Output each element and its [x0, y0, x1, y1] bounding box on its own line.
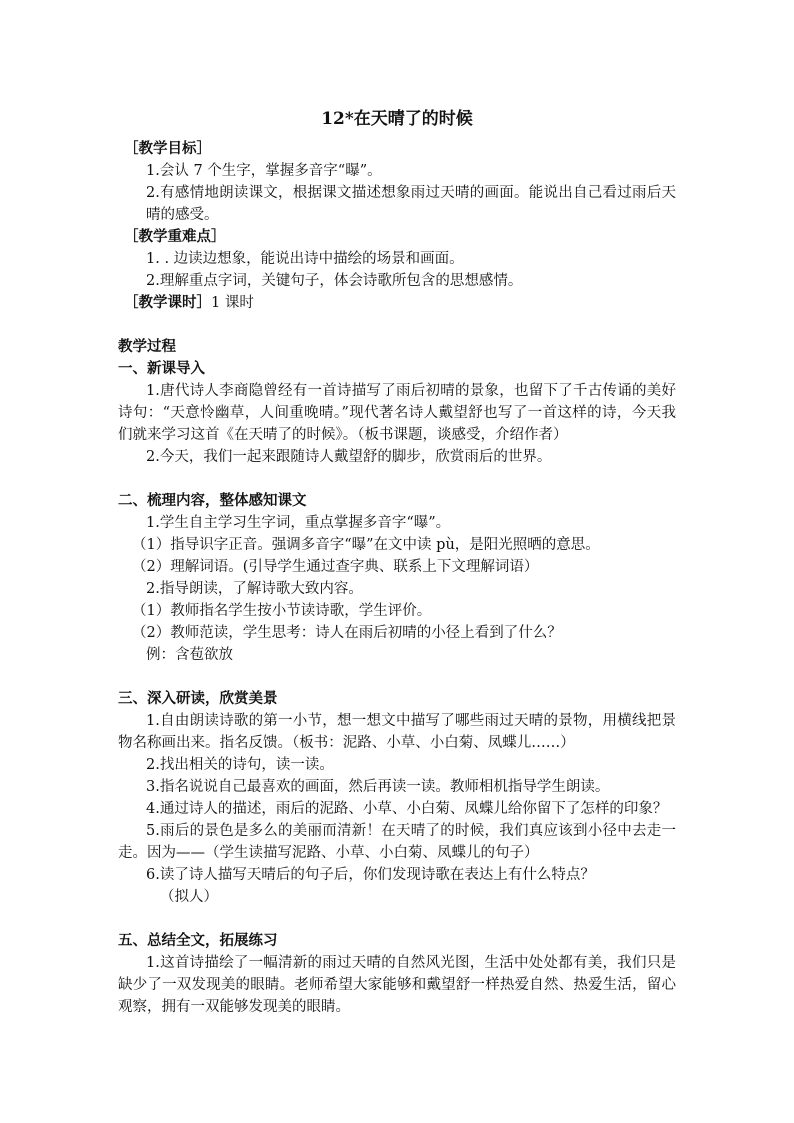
- section-line: 4.通过诗人的描述，雨后的泥路、小草、小白菊、凤蝶儿给你留下了怎样的印象？: [146, 801, 668, 817]
- process-sections: [118, 358, 676, 1018]
- section-line: （拟人）: [160, 889, 218, 905]
- section-line: 1.学生自主学习生字词，重点掌握多音字“曝”。: [146, 515, 451, 531]
- section-line: 1.自由朗读诗歌的第一小节，想一想文中描写了哪些雨过天晴的景物，用横线把景物名称画出来。指名反馈。（板书：泥路、小草、小白菊、凤蝶儿……）: [118, 713, 676, 751]
- class-hours: ［教学课时］1 课时: [124, 294, 254, 311]
- section-line: 6.读了诗人描写天晴后的句子后，你们发现诗歌在表达上有什么特点？: [146, 867, 595, 883]
- process-heading: 教学过程: [118, 338, 176, 355]
- section-line: 1.唐代诗人李商隐曾经有一首诗描写了雨后初晴的景象，也留下了千古传诵的美好诗句：“天意怜幽草，人间重晚晴。”现代著名诗人戴望舒也写了一首这样的诗，今天我们就来学习这首《在天晴了的时候》。（板书课题，谈感受，介绍作者）: [118, 383, 676, 443]
- objective-item: 1.会认 7 个生字，掌握多音字“曝”。: [146, 163, 382, 179]
- lesson-plan: [118, 104, 676, 1018]
- section-line: 2.指导朗读，了解诗歌大致内容。: [146, 581, 363, 597]
- section-line: （1）教师指名学生按小节读诗歌，学生评价。: [132, 603, 432, 619]
- key-point-item: 2.理解重点字词，关键句子，体会诗歌所包含的思想感情。: [146, 273, 523, 289]
- section-heading: 二、梳理内容，整体感知课文: [118, 492, 307, 509]
- section-line: 2.今天，我们一起来跟随诗人戴望舒的脚步，欣赏雨后的世界。: [146, 449, 552, 465]
- section-line: 例：含苞欲放: [146, 647, 233, 663]
- section-line: 2.找出相关的诗句，读一读。: [146, 757, 334, 773]
- section-line: （2）教师范读，学生思考：诗人在雨后初晴的小径上看到了什么？: [132, 625, 562, 641]
- section-line: 1.这首诗描绘了一幅清新的雨过天晴的自然风光图，生活中处处都有美，我们只是缺少了一双发现美的眼睛。老师希望大家能够和戴望舒一样热爱自然、热爱生活，留心观察，拥有一双能够发现美的眼睛。: [118, 955, 676, 1015]
- key-point-item: 1. . 边读边想象，能说出诗中描绘的场景和画面。: [146, 251, 464, 267]
- page-title: 12*在天晴了的时候: [321, 109, 473, 129]
- objective-item: 2.有感情地朗读课文，根据课文描述想象雨过天晴的画面。能说出自己看过雨后天晴的感受。: [146, 185, 676, 223]
- objectives-label: ［教学目标］: [124, 140, 211, 157]
- section-heading: 三、深入研读，欣赏美景: [118, 690, 278, 707]
- key-points-label: ［教学重难点］: [124, 228, 226, 245]
- section-line: （2）理解词语。(引导学生通过查字典、联系上下文理解词语）: [132, 559, 539, 575]
- section-line: （1）指导识字正音。强调多音字“曝”在文中读 pù，是阳光照晒的意思。: [132, 537, 600, 553]
- section-line: 5.雨后的景色是多么的美丽而清新！在天晴了的时候，我们真应该到小径中去走一走。因为——（学生读描写泥路、小草、小白菊、凤蝶儿的句子）: [118, 823, 676, 861]
- section-heading: 一、新课导入: [118, 360, 205, 377]
- section-heading: 五、总结全文，拓展练习: [118, 932, 278, 949]
- section-line: 3.指名说说自己最喜欢的画面，然后再读一读。教师相机指导学生朗读。: [146, 779, 610, 795]
